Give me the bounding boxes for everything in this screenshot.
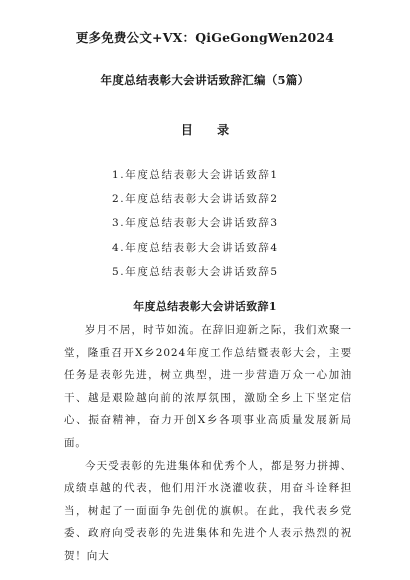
document-title: 年度总结表彰大会讲话致辞汇编（5篇） [100, 73, 310, 87]
table-of-contents [112, 163, 279, 284]
toc-item[interactable]: 5.年度总结表彰大会讲话致辞5 [112, 265, 279, 278]
toc-item[interactable]: 4.年度总结表彰大会讲话致辞4 [112, 241, 279, 254]
promo-header: 更多免费公文+VX：QiGeGongWen2024 [75, 30, 335, 45]
toc-item[interactable]: 3.年度总结表彰大会讲话致辞3 [112, 217, 279, 230]
section-body [64, 319, 352, 568]
section-title: 年度总结表彰大会讲话致辞1 [133, 300, 277, 313]
body-paragraph: 岁月不居，时节如流。在辞旧迎新之际，我们欢聚一堂，隆重召开X乡2024年度工作总结暨表彰大会，主要任务是表彰先进，树立典型，进一步营造万众一心加油干、越是艰险越向前的浓厚氛围，激励全乡上下坚定信心、振奋精神，奋力开创X乡各项事业高质量发展新局面。 [64, 324, 352, 449]
body-paragraph: 今天受表彰的先进集体和优秀个人，都是努力拼搏、成绩卓越的代表，他们用汗水浇灌收获，用奋斗诠释担当，树起了一面面争先创优的旗帜。在此，我代表乡党委、政府向受表彰的先进集体和先进个人表示热烈的祝贺！向大 [64, 459, 352, 562]
toc-heading: 目 录 [180, 123, 240, 137]
toc-item[interactable]: 2.年度总结表彰大会讲话致辞2 [112, 193, 279, 206]
toc-item[interactable]: 1.年度总结表彰大会讲话致辞1 [112, 169, 279, 181]
